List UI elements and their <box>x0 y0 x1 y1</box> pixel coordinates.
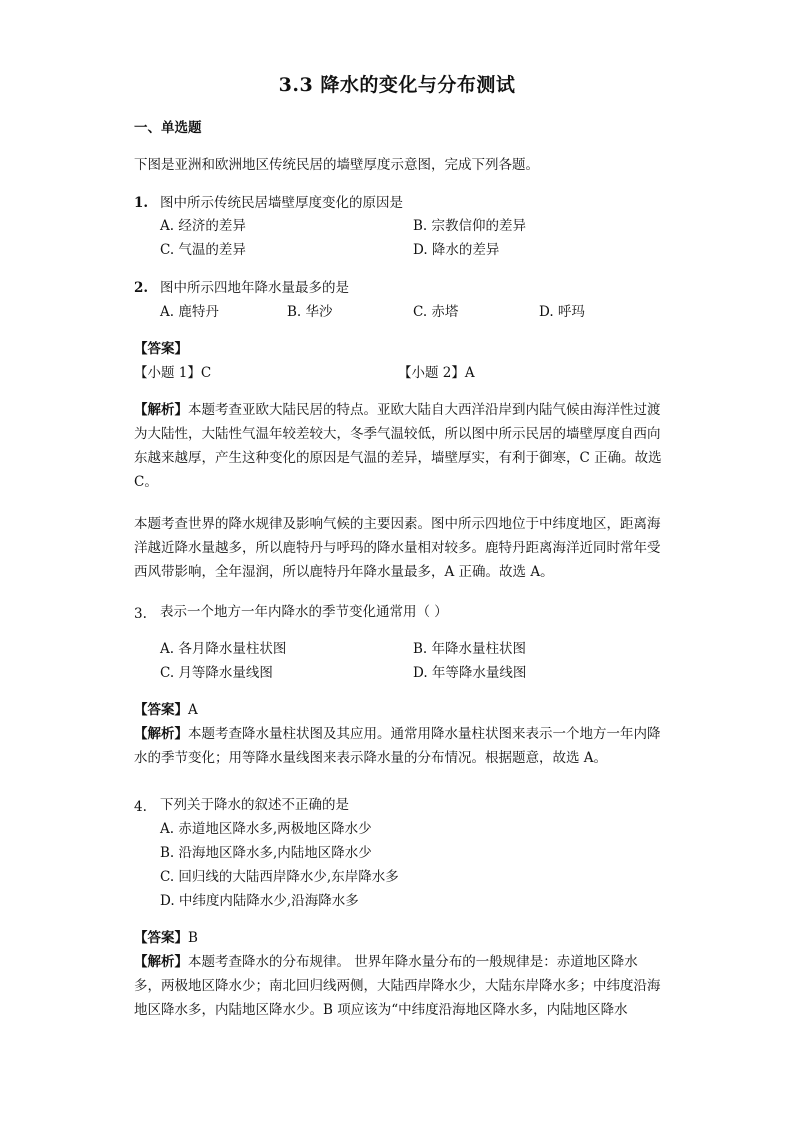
q4-number: 4. <box>134 799 147 815</box>
q3-number: 3. <box>134 606 147 622</box>
q4-answer-label: 【答案】 <box>134 930 188 946</box>
q3-answer-label: 【答案】 <box>134 702 188 718</box>
q1-option-b: B. 宗教信仰的差异 <box>413 218 527 234</box>
q1-number: 1. <box>134 195 149 211</box>
q4-analysis-label: 【解析】 <box>134 954 188 970</box>
q2-option-c: C. 赤塔 <box>413 304 459 320</box>
q4-analysis-text: 本题考查降水的分布规律。 世界年降水量分布的一般规律是：赤道地区降水多，两极地区降水少；南北回归线两侧，大陆西岸降水少，大陆东岸降水多；中纬度沿海地区降水多，内陆地区降水少。B 项应该为“中纬度沿海地区降水多，内陆地区降水 <box>134 954 661 1018</box>
q1-stem: 图中所示传统民居墙壁厚度变化的原因是 <box>160 195 403 211</box>
answer-label-1-2: 【答案】 <box>134 341 188 357</box>
q1-option-d: D. 降水的差异 <box>413 242 500 258</box>
q3-analysis-text: 本题考查降水量柱状图及其应用。通常用降水量柱状图来表示一个地方一年内降水的季节变化；用等降水量线图来表示降水量的分布情况。根据题意，故选 A。 <box>134 726 661 766</box>
analysis-2-paragraph: 本题考查世界的降水规律及影响气候的主要因素。图中所示四地位于中纬度地区，距离海洋越近降水量越多，所以鹿特丹与呼玛的降水量相对较多。鹿特丹距离海洋近同时常年受西风带影响，全年湿润，所以鹿特丹年降水量最多，A 正确。故选 A。 <box>134 516 661 580</box>
q3-stem: 表示一个地方一年内降水的季节变化通常用（ ） <box>160 604 448 620</box>
section-heading: 一、单选题 <box>134 120 202 136</box>
q3-option-c: C. 月等降水量线图 <box>160 665 273 681</box>
q3-option-b: B. 年降水量柱状图 <box>413 641 527 657</box>
q4-option-b: B. 沿海地区降水多,内陆地区降水少 <box>160 845 372 861</box>
answer-sub2: 【小题 2】A <box>398 365 475 381</box>
q2-option-b: B. 华沙 <box>287 304 333 320</box>
answer-sub1: 【小题 1】C <box>134 365 212 381</box>
q2-option-a: A. 鹿特丹 <box>160 304 219 320</box>
q3-analysis-paragraph <box>134 722 662 770</box>
analysis-1-paragraph <box>134 398 662 494</box>
q4-answer-line <box>134 926 198 950</box>
q2-stem: 图中所示四地年降水量最多的是 <box>160 280 349 296</box>
q2-option-d: D. 呼玛 <box>539 304 585 320</box>
q1-option-a: A. 经济的差异 <box>160 218 246 234</box>
q4-option-c: C. 回归线的大陆西岸降水少,东岸降水多 <box>160 869 399 885</box>
q4-analysis-paragraph <box>134 950 662 1022</box>
q3-answer-line <box>134 698 198 722</box>
q4-option-d: D. 中纬度内陆降水少,沿海降水多 <box>160 893 359 909</box>
q3-answer: A <box>188 702 198 718</box>
q1-option-c: C. 气温的差异 <box>160 242 246 258</box>
q2-number: 2. <box>134 280 149 296</box>
analysis-label: 【解析】 <box>134 402 188 418</box>
analysis-1-text: 本题考查亚欧大陆民居的特点。亚欧大陆自大西洋沿岸到内陆气候由海洋性过渡为大陆性，大陆性气温年较差较大，冬季气温较低，所以图中所示民居的墙壁厚度自西向东越来越厚，产生这种变化的原因是气温的差异，墙壁厚实，有利于御寒，C 正确。故选 C。 <box>134 402 662 490</box>
q3-option-d: D. 年等降水量线图 <box>413 665 527 681</box>
q4-stem: 下列关于降水的叙述不正确的是 <box>160 797 349 813</box>
q4-answer: B <box>188 930 198 946</box>
q3-option-a: A. 各月降水量柱状图 <box>160 641 287 657</box>
q4-option-a: A. 赤道地区降水多,两极地区降水少 <box>160 821 372 837</box>
page-title: 3.3 降水的变化与分布测试 <box>278 74 516 96</box>
q3-analysis-label: 【解析】 <box>134 726 188 742</box>
intro-text: 下图是亚洲和欧洲地区传统民居的墙壁厚度示意图，完成下列各题。 <box>134 157 539 173</box>
